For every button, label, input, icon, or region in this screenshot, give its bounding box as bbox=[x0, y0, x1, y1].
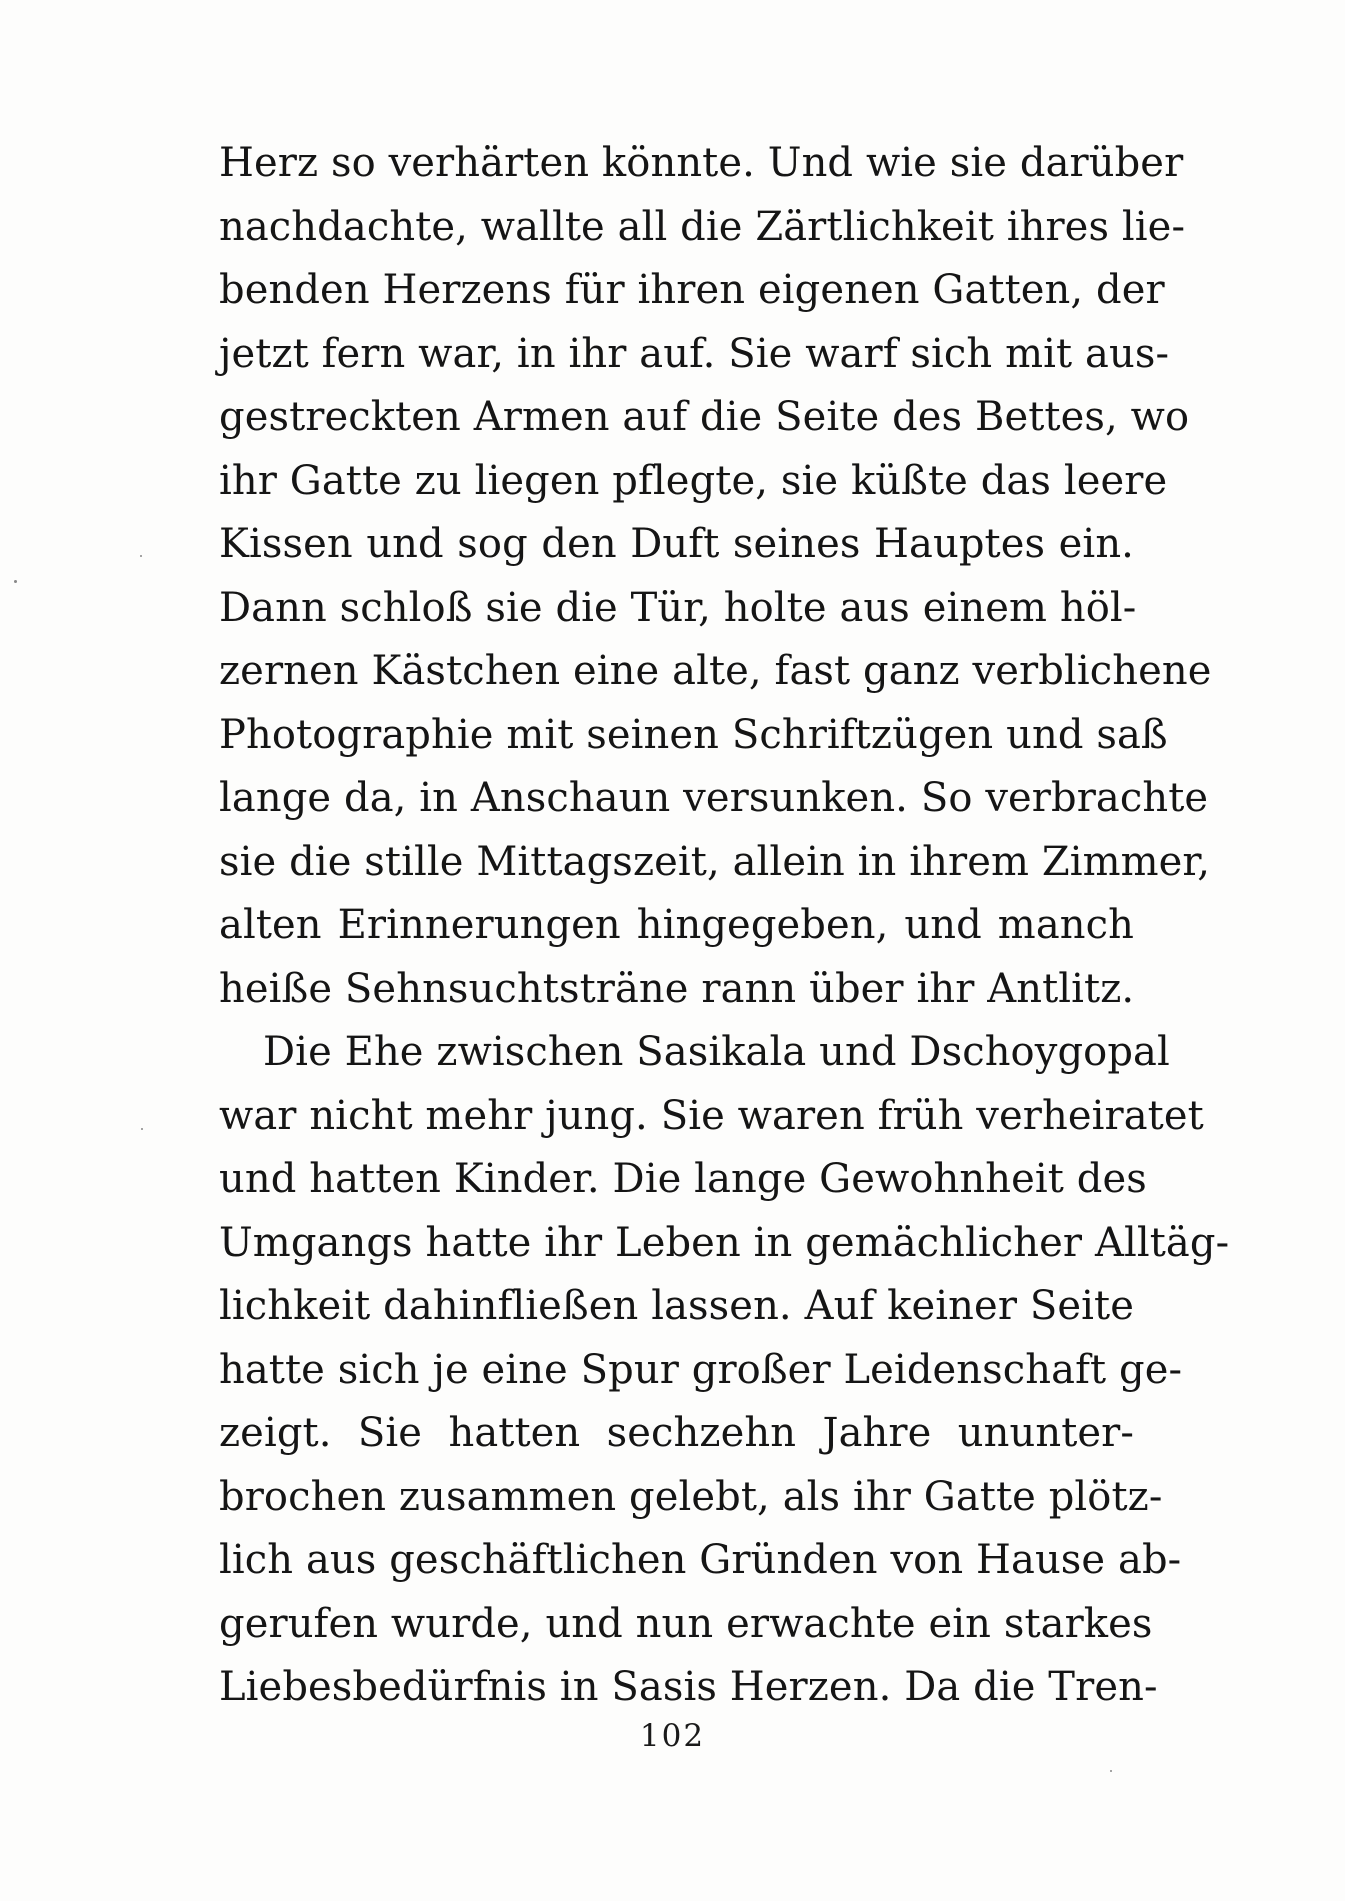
text-line: und hatten Kinder. Die lange Gewohnheit des bbox=[219, 1156, 1147, 1202]
text-line: heiße Sehnsuchtsträne rann über ihr Antlitz. bbox=[219, 965, 1135, 1012]
text-line: lich aus geschäftlichen Gründen von Hause ab- bbox=[219, 1537, 1182, 1583]
text-line: benden Herzens für ihren eigenen Gatten, der bbox=[219, 267, 1165, 313]
text-line: Kissen und sog den Duft seines Hauptes ein. bbox=[219, 521, 1134, 567]
text-line: lange da, in Anschaun versunken. So verbrachte bbox=[219, 775, 1209, 821]
paper-speck bbox=[141, 1128, 143, 1130]
paper-speck bbox=[140, 555, 142, 557]
text-line: alten Erinnerungen hingegeben, und manch bbox=[219, 902, 1134, 948]
text-line: sie die stille Mittagszeit, allein in ihrem Zimmer, bbox=[219, 838, 1211, 885]
text-line: Herz so verhärten könnte. Und wie sie darüber bbox=[219, 140, 1184, 186]
paragraph bbox=[219, 132, 1212, 1021]
text-line: Umgangs hatte ihr Leben in gemächlicher Alltäg- bbox=[219, 1219, 1230, 1266]
text-line: Photographie mit seinen Schriftzügen und saß bbox=[219, 711, 1168, 758]
text-line: gestreckten Armen auf die Seite des Bettes, wo bbox=[219, 394, 1190, 440]
text-line: jetzt fern war, in ihr auf. Sie warf sich mit aus- bbox=[219, 330, 1170, 377]
paper-speck bbox=[14, 580, 17, 583]
text-line: Die Ehe zwischen Sasikala und Dschoygopal bbox=[263, 1029, 1170, 1075]
page-number: 102 bbox=[639, 1718, 706, 1754]
text-line: lichkeit dahinfließen lassen. Auf keiner Seite bbox=[219, 1283, 1134, 1329]
paragraph bbox=[219, 1021, 1230, 1720]
text-line: nachdachte, wallte all die Zärtlichkeit ihres lie- bbox=[219, 203, 1186, 250]
text-line: Liebesbedürfnis in Sasis Herzen. Da die Tren- bbox=[219, 1664, 1158, 1710]
paper-speck bbox=[1110, 1770, 1112, 1772]
text-line: zernen Kästchen eine alte, fast ganz verblichene bbox=[219, 648, 1212, 694]
text-line: war nicht mehr jung. Sie waren früh verheiratet bbox=[219, 1092, 1204, 1139]
text-line: Dann schloß sie die Tür, holte aus einem höl- bbox=[219, 584, 1137, 631]
text-line: hatte sich je eine Spur großer Leidenschaft ge- bbox=[219, 1346, 1183, 1393]
text-line: ihr Gatte zu liegen pflegte, sie küßte das leere bbox=[219, 457, 1168, 504]
body-text bbox=[219, 132, 1230, 1720]
text-line: gerufen wurde, und nun erwachte ein starkes bbox=[219, 1600, 1153, 1647]
text-line: zeigt. Sie hatten sechzehn Jahre ununter- bbox=[219, 1410, 1134, 1456]
text-line: brochen zusammen gelebt, als ihr Gatte plötz- bbox=[219, 1473, 1163, 1520]
